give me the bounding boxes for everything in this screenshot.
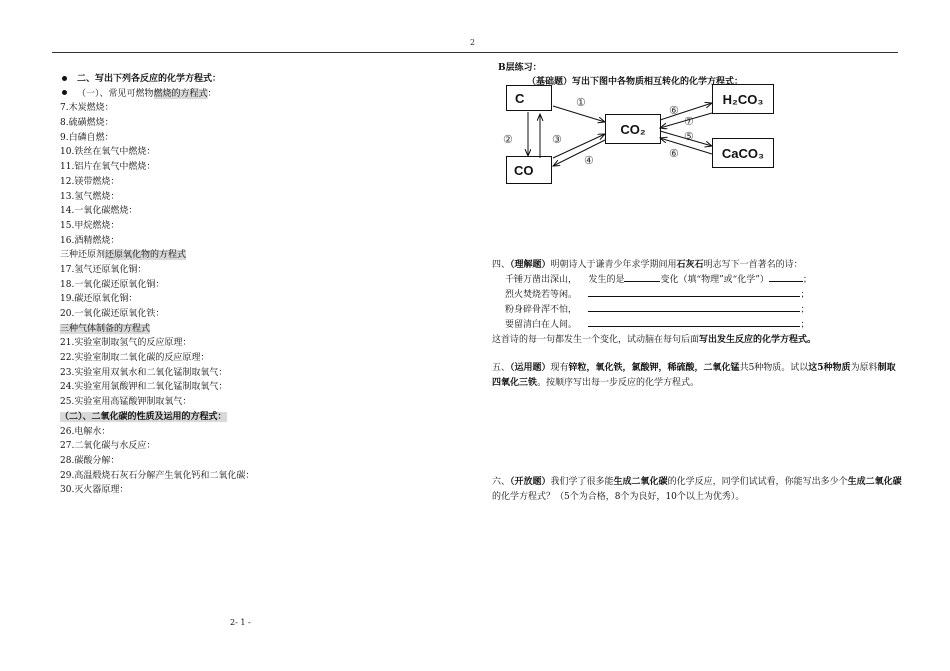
subsection-gas-prep: 三种气体制备的方程式	[60, 323, 151, 334]
b-level-title: B层练习：	[498, 63, 542, 73]
equation-item: 21.实验室制取氢气的反应原理：	[60, 338, 192, 349]
equation-item: 27.二氧化碳与水反应：	[60, 441, 156, 452]
label-5: ⑤	[684, 130, 694, 143]
label-4: ④	[584, 154, 594, 167]
equation-item: 7.木炭燃烧：	[60, 103, 114, 114]
equation-item: 25.实验室用高锰酸钾制取氧气：	[60, 397, 192, 408]
equation-item: 26.电解水：	[60, 426, 111, 437]
footer-page-number: 2- 1 -	[230, 618, 251, 627]
poem-line-1: 千锤万凿出深山， 发生的是 变化（填“物理”或“化学”） ；	[505, 275, 812, 285]
poem-line-2: 烈火焚烧若等闲。 ；	[505, 290, 810, 300]
equation-item: 19.碳还原氧化铜：	[60, 294, 138, 305]
equation-item: 12.镁带燃烧：	[60, 176, 120, 187]
basic-question: （基础题）写出下图中各物质相互转化的化学方程式：	[527, 77, 744, 87]
node-h2co3: H₂CO₃	[712, 84, 774, 114]
poem-line-4: 要留清白在人间。 ；	[505, 320, 810, 330]
question-5: 五、（运用题）现有锌粒，氧化铁，氯酸钾，稀硫酸，二氧化锰共5种物质。试以这5种物质为原料制取四氧化三铁。按顺序写出每一步反应的化学方程式。	[492, 363, 896, 388]
node-c: C	[506, 85, 552, 111]
equation-item: 30.灭火器原理：	[60, 485, 129, 496]
label-7: ⑦	[684, 115, 694, 128]
answer-blank[interactable]	[588, 311, 800, 312]
equation-item: 14.一氧化碳燃烧：	[60, 206, 138, 217]
question-6: 六、（开放题）我们学了很多能生成二氧化碳的化学反应，同学们试试看，你能写出多少个生成二氧化碳的化学方程式？（5个为合格，8个为良好，10个以上为优秀）。	[492, 477, 902, 502]
label-3: ③	[552, 133, 562, 146]
equation-item: 23.实验室用双氧水和二氧化锰制取氧气：	[60, 367, 228, 378]
label-2: ②	[503, 133, 513, 146]
answer-blank[interactable]	[769, 281, 803, 282]
label-6-bottom: ⑥	[669, 147, 679, 160]
label-1: ①	[576, 96, 586, 109]
equation-item: 9.白磷自燃：	[60, 132, 114, 143]
equation-item: 20.一氧化碳还原氧化铁：	[60, 309, 165, 319]
equation-item: 11.铝片在氧气中燃烧：	[60, 162, 156, 173]
equation-item: 16.酒精燃烧：	[60, 235, 120, 246]
node-co2: CO₂	[605, 114, 661, 144]
section-heading: 二、写出下列各反应的化学方程式：	[60, 72, 440, 87]
equation-item: 28.碳酸分解：	[60, 455, 120, 466]
equation-item: 29.高温煅烧石灰石分解产生氧化钙和二氧化碳：	[60, 470, 255, 481]
node-co: CO	[506, 156, 552, 184]
poem-instruction: 这首诗的每一句都发生一个变化，试动脑在每句后面写出发生反应的化学方程式。	[492, 335, 817, 345]
equation-item: 18.一氧化碳还原氧化铜：	[60, 279, 165, 290]
equation-item: 8.硫磺燃烧：	[60, 118, 114, 129]
answer-blank[interactable]	[588, 296, 800, 297]
header-page-number: 2	[470, 38, 476, 47]
label-6-top: ⑥	[669, 104, 679, 117]
equation-item: 13.氢气燃烧：	[60, 191, 120, 202]
equation-item: 22.实验室制取二氧化碳的反应原理：	[60, 353, 210, 364]
poem-line-3: 粉身碎骨浑不怕， ；	[505, 305, 810, 315]
node-caco3: CaCO₃	[712, 138, 774, 168]
answer-blank[interactable]	[624, 281, 660, 282]
answer-blank[interactable]	[588, 326, 800, 327]
subsection-co2: （二）、二氧化碳的性质及运用的方程式：	[60, 411, 227, 422]
equation-item: 17.氢气还原氧化铜：	[60, 264, 147, 275]
subsection-reduction: 三种还原剂还原氧化物的方程式	[60, 250, 187, 261]
subsection-combustion: （一）、常见可燃物燃烧的方程式：	[60, 87, 440, 102]
equation-item: 15.甲烷燃烧：	[60, 220, 120, 231]
question-4: 四、（理解题）明朝诗人于谦青少年求学期间用石灰石明志写下一首著名的诗：	[492, 260, 803, 270]
equation-item: 24.实验室用氯酸钾和二氧化锰制取氧气：	[60, 382, 228, 393]
equation-item: 10.铁丝在氧气中燃烧：	[60, 147, 156, 158]
